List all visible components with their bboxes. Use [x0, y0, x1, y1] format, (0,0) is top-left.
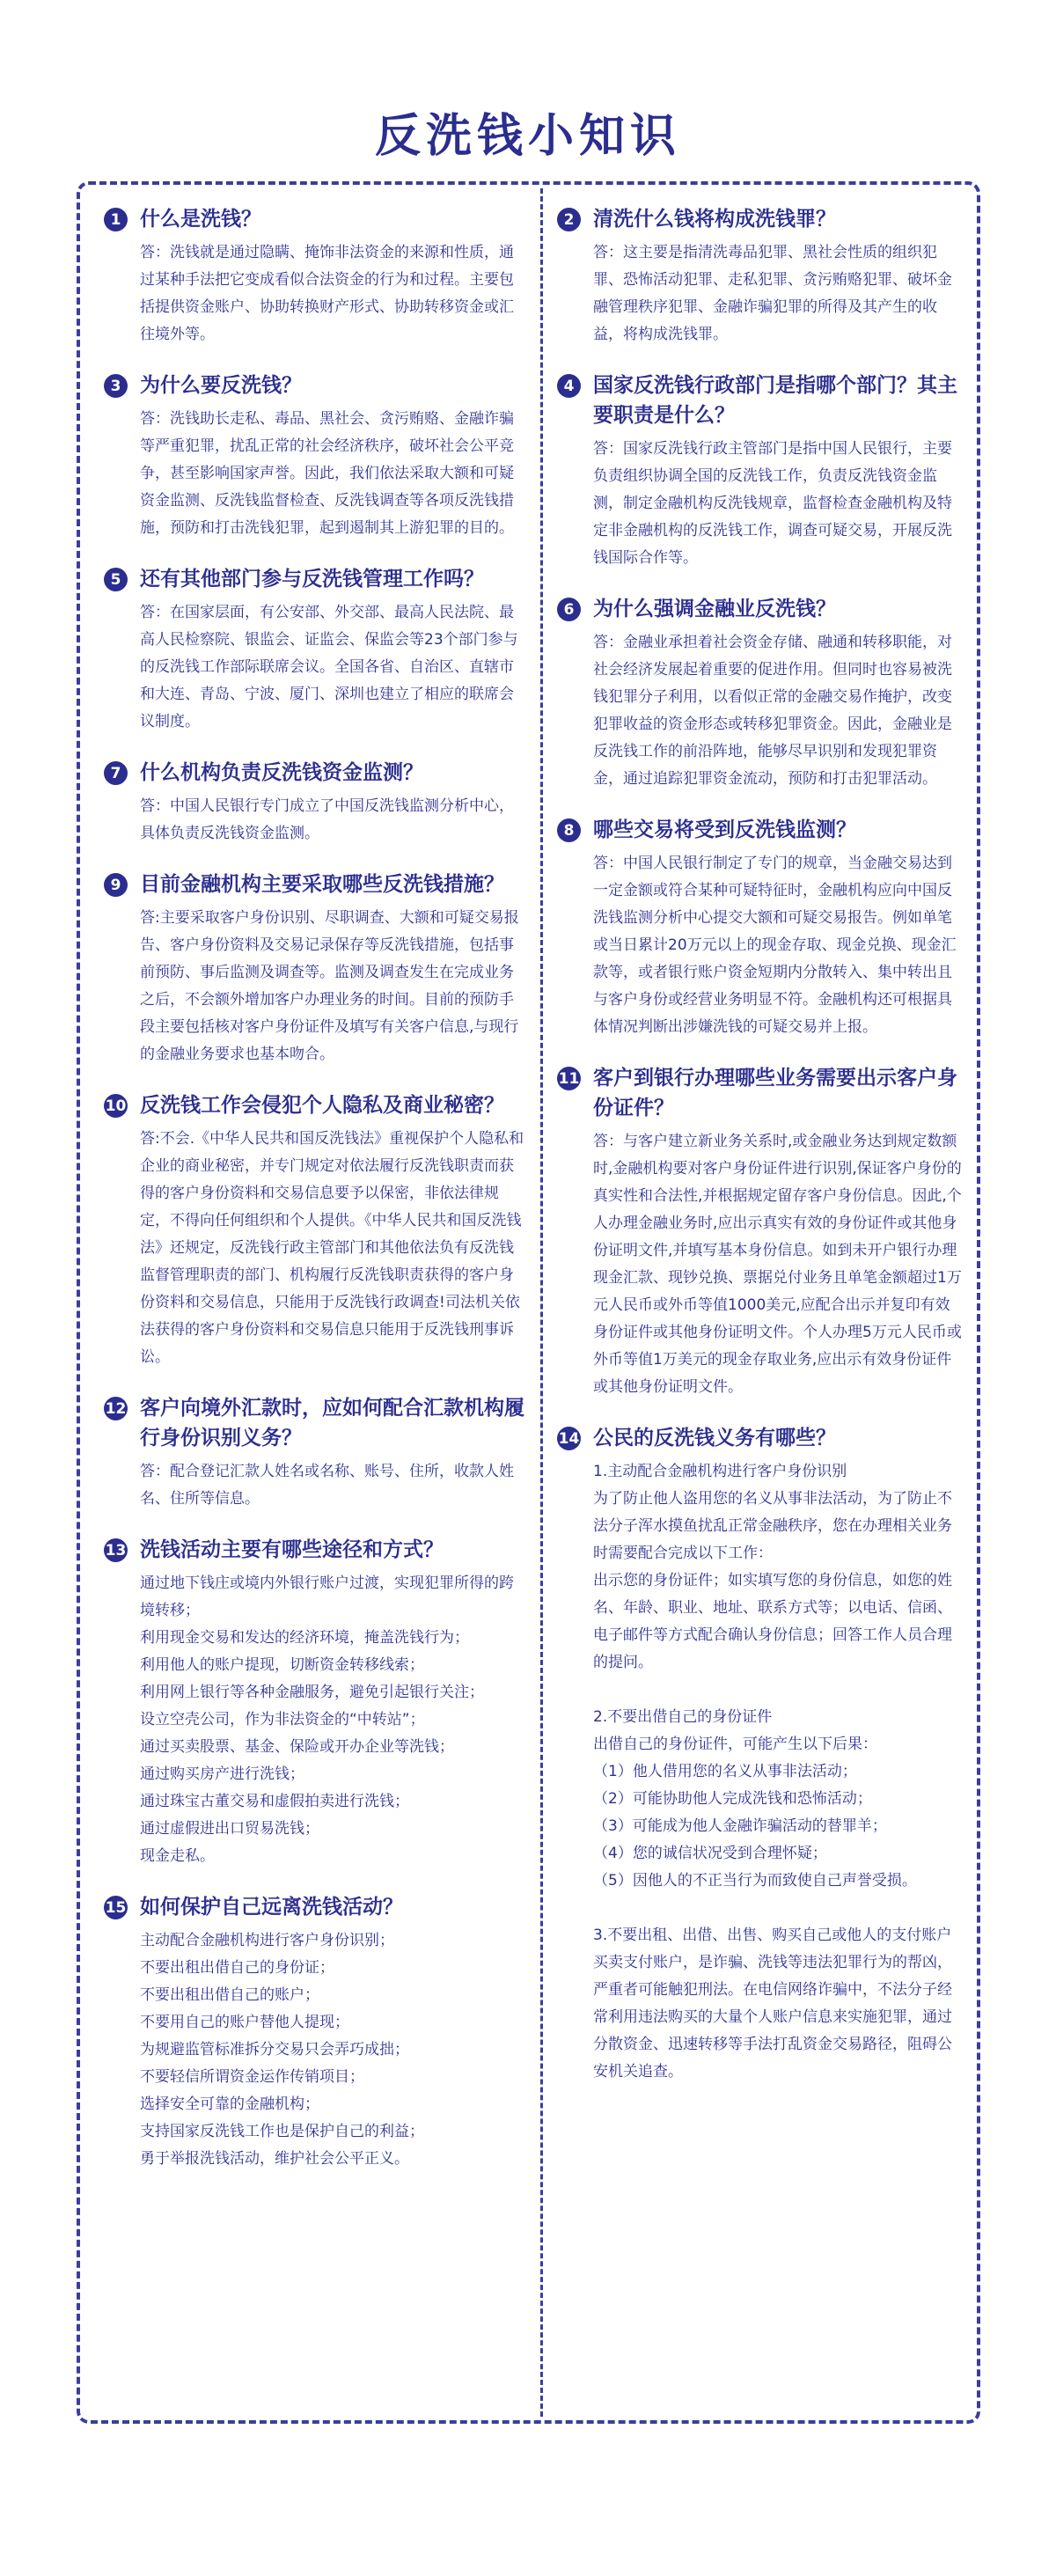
- qa-item-13: [104, 1535, 528, 1870]
- left-column: [104, 204, 528, 2195]
- question-title: 洗钱活动主要有哪些途径和方式？: [140, 1538, 444, 1561]
- number-badge-icon: 1: [104, 208, 128, 231]
- question-title: 目前金融机构主要采取哪些反洗钱措施？: [140, 873, 504, 896]
- question-title: 公民的反洗钱义务有哪些？: [593, 1427, 836, 1449]
- answer-text: 答：洗钱就是通过隐瞒、掩饰非法资金的来源和性质，通过某种手法把它变成看似合法资金的行为和过程。主要包括提供资金账户、协助转换财产形式、协助转移资金或汇往境外等。: [140, 244, 514, 343]
- column-divider: [540, 188, 543, 2417]
- answer-text: 答：在国家层面，有公安部、外交部、最高人民法院、最高人民检察院、银监会、证监会、保监会等23个部门参与的反洗钱工作部际联席会议。全国各省、自治区、直辖市和大连、青岛、宁波、厦门、深圳也建立了相应的联席会议制度。: [140, 604, 518, 730]
- answer-text: 答：中国人民银行制定了专门的规章，当金融交易达到一定金额或符合某种可疑特征时，金融机构应向中国反洗钱监测分析中心提交大额和可疑交易报告。例如单笔或当日累计20万元以上的现金存取、现金兑换、现金汇款等，或者银行账户资金短期内分散转入、集中转出且与客户身份或经营业务明显不符。金融机构还可根据具体情况判断出涉嫌洗钱的可疑交易并上报。: [593, 855, 957, 1036]
- answer-text: 答：国家反洗钱行政主管部门是指中国人民银行，主要负责组织协调全国的反洗钱工作，负责反洗钱资金监测，制定金融机构反洗钱规章，监督检查金融机构及特定非金融机构的反洗钱工作，调查可疑交易，开展反洗钱国际合作等。: [593, 440, 952, 567]
- answer-text: 答：洗钱助长走私、毒品、黑社会、贪污贿赂、金融诈骗等严重犯罪，扰乱正常的社会经济秩序，破坏社会公平竞争，甚至影响国家声誉。因此，我们依法采取大额和可疑资金监测、反洗钱监督检查、反洗钱调查等各项反洗钱措施，预防和打击洗钱犯罪，起到遏制其上游犯罪的目的。: [140, 410, 514, 537]
- answer-text: 答：与客户建立新业务关系时,或金融业务达到规定数额时,金融机构要对客户身份证件进行识别,保证客户身份的真实性和合法性,并根据规定留存客户身份信息。因此,个人办理金融业务时,应出示真实有效的身份证件或其他身份证明文件,并填写基本身份信息。如到未开户银行办理现金汇款、现钞兑换、票据兑付业务且单笔金额超过1万元人民币或外币等值1000美元,应配合出示并复印有效身份证件或其他身份证明文件。个人办理5万元人民币或外币等值1万美元的现金存取业务,应出示有效身份证件或其他身份证明文件。: [593, 1133, 962, 1396]
- qa-item-1: [104, 204, 528, 349]
- answer-text: 答：金融业承担着社会资金存储、融通和转移职能，对社会经济发展起着重要的促进作用。但同时也容易被洗钱犯罪分子利用，以看似正常的金融交易作掩护，改变犯罪收益的资金形态或转移犯罪资金。因此，金融业是反洗钱工作的前沿阵地，能够尽早识别和发现犯罪资金，通过追踪犯罪资金流动，预防和打击犯罪活动。: [593, 634, 952, 788]
- qa-item-10: [104, 1090, 528, 1371]
- number-badge-icon: 15: [104, 1896, 128, 1919]
- qa-item-2: [557, 204, 962, 349]
- page-title: 反洗钱小知识: [374, 110, 681, 163]
- answer-text: 通过地下钱庄或境内外银行账户过渡，实现犯罪所得的跨境转移； 利用现金交易和发达的经济环境，掩盖洗钱行为； 利用他人的账户提现，切断资金转移线索； 利用网上银行等各种金融服务，避免引起银行关注； 设立空壳公司，作为非法资金的“中转站”； 通过买卖股票、基金、保险或开办企业等洗钱； 通过购买房产进行洗钱； 通过珠宝古董交易和虚假拍卖进行洗钱； 通过虚假进出口贸易洗钱； 现金走私。: [140, 1574, 514, 1865]
- question-title: 为什么要反洗钱？: [140, 374, 302, 397]
- right-column: [557, 204, 962, 2108]
- number-badge-icon: 12: [104, 1397, 128, 1420]
- qa-item-9: [104, 870, 528, 1068]
- number-badge-icon: 14: [557, 1427, 581, 1450]
- question-title: 反洗钱工作会侵犯个人隐私及商业秘密？: [140, 1094, 504, 1117]
- qa-item-5: [104, 564, 528, 736]
- qa-item-7: [104, 758, 528, 848]
- number-badge-icon: 3: [104, 374, 128, 398]
- number-badge-icon: 7: [104, 761, 128, 785]
- qa-item-6: [557, 594, 962, 793]
- question-title: 清洗什么钱将构成洗钱罪？: [593, 208, 836, 231]
- number-badge-icon: 6: [557, 598, 581, 621]
- answer-text: 答:不会.《中华人民共和国反洗钱法》重视保护个人隐私和企业的商业秘密，并专门规定对依法履行反洗钱职责而获得的客户身份资料和交易信息要予以保密，非依法律规定，不得向任何组织和个人提供。《中华人民共和国反洗钱法》还规定，反洗钱行政主管部门和其他依法负有反洗钱监督管理职责的部门、机构履行反洗钱职责获得的客户身份资料和交易信息，只能用于反洗钱行政调查!司法机关依法获得的客户身份资料和交易信息只能用于反洗钱刑事诉讼。: [140, 1130, 524, 1366]
- qa-item-14: [557, 1423, 962, 2086]
- qa-item-15: [104, 1892, 528, 2173]
- question-title: 客户向境外汇款时，应如何配合汇款机构履行身份识别义务？: [140, 1397, 524, 1449]
- qa-item-11: [557, 1063, 962, 1401]
- number-badge-icon: 8: [557, 818, 581, 842]
- question-title: 为什么强调金融业反洗钱？: [593, 598, 836, 620]
- answer-text: 答:主要采取客户身份识别、尽职调查、大额和可疑交易报告、客户身份资料及交易记录保存等反洗钱措施，包括事前预防、事后监测及调查等。监测及调查发生在完成业务之后，不会额外增加客户办理业务的时间。目前的预防手段主要包括核对客户身份证件及填写有关客户信息,与现行的金融业务要求也基本吻合。: [140, 909, 519, 1063]
- answer-text: 1.主动配合金融机构进行客户身份识别 为了防止他人盗用您的名义从事非法活动，为了防止不法分子浑水摸鱼扰乱正常金融秩序，您在办理相关业务时需要配合完成以下工作： 出示您的身份证件；如实填写您的身份信息，如您的姓名、年龄、职业、地址、联系方式等；以电话、信函、电子邮件等方式配合确认身份信息；回答工作人员合理的提问。 2.不要出借自己的身份证件 出借自己的身份证件，可能产生以下后果： （1）他人借用您的名义从事非法活动； （2）可能协助他人完成洗钱和恐怖活动； （3）可能成为他人金融诈骗活动的替罪羊； （4）您的诚信状况受到合理怀疑； （5）因他人的不正当行为而致使自己声誉受损。 3.不要出租、出借、出售、购买自己或他人的支付账户买卖支付账户，是诈骗、洗钱等违法犯罪行为的帮凶，严重者可能触犯刑法。在电信网络诈骗中，不法分子经常利用违法购买的大量个人账户信息来实施犯罪，通过分散资金、迅速转移等手法打乱资金交易路径，阻碍公安机关追查。: [593, 1463, 952, 2081]
- number-badge-icon: 10: [104, 1094, 128, 1118]
- number-badge-icon: 13: [104, 1538, 128, 1562]
- answer-text: 主动配合金融机构进行客户身份识别； 不要出租出借自己的身份证； 不要出租出借自己的账户； 不要用自己的账户替他人提现； 为规避监管标准拆分交易只会弄巧成拙； 不要轻信所谓资金运作传销项目； 选择安全可靠的金融机构； 支持国家反洗钱工作也是保护自己的利益； 勇于举报洗钱活动，维护社会公平正义。: [140, 1932, 424, 2168]
- number-badge-icon: 4: [557, 374, 581, 398]
- number-badge-icon: 2: [557, 208, 581, 231]
- answer-text: 答：中国人民银行专门成立了中国反洗钱监测分析中心，具体负责反洗钱资金监测。: [140, 797, 514, 842]
- number-badge-icon: 5: [104, 568, 128, 591]
- qa-item-8: [557, 815, 962, 1041]
- answer-text: 答：这主要是指清洗毒品犯罪、黑社会性质的组织犯罪、恐怖活动犯罪、走私犯罪、贪污贿赂犯罪、破坏金融管理秩序犯罪、金融诈骗犯罪的所得及其产生的收益，将构成洗钱罪。: [593, 244, 952, 343]
- question-title: 客户到银行办理哪些业务需要出示客户身份证件？: [593, 1067, 957, 1119]
- qa-item-4: [557, 371, 962, 572]
- number-badge-icon: 11: [557, 1067, 581, 1090]
- answer-text: 答：配合登记汇款人姓名或名称、账号、住所，收款人姓名、住所等信息。: [140, 1463, 514, 1508]
- qa-item-3: [104, 371, 528, 542]
- qa-item-12: [104, 1393, 528, 1513]
- question-title: 如何保护自己远离洗钱活动？: [140, 1896, 403, 1919]
- question-title: 什么是洗钱？: [140, 208, 261, 231]
- question-title: 哪些交易将受到反洗钱监测？: [593, 818, 856, 841]
- question-title: 什么机构负责反洗钱资金监测？: [140, 761, 423, 784]
- question-title: 还有其他部门参与反洗钱管理工作吗？: [140, 568, 484, 591]
- question-title: 国家反洗钱行政部门是指哪个部门？其主要职责是什么？: [593, 374, 957, 427]
- number-badge-icon: 9: [104, 873, 128, 897]
